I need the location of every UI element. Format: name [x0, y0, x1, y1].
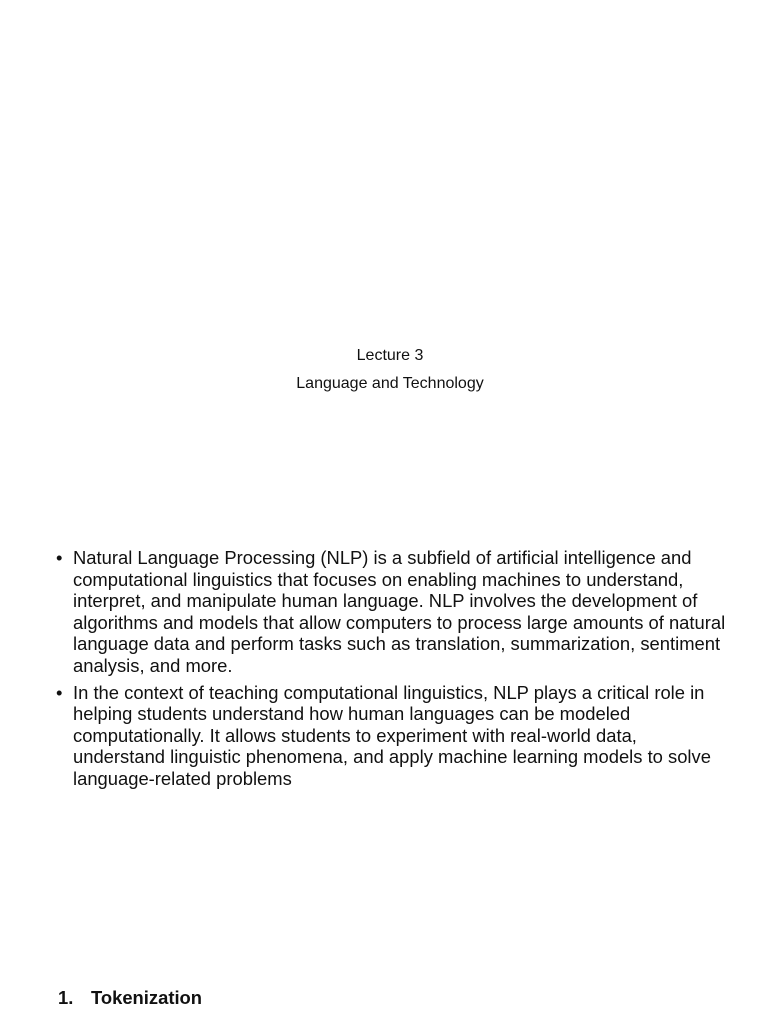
bullet-item-nlp-teaching: [56, 682, 726, 790]
bullet-marker: •: [56, 547, 63, 568]
bullet-text: Natural Language Processing (NLP) is a subfield of artificial intelligence and computational linguistics that focuses on enabling machines to understand, interpret, and manipulate human language. NLP involves the development of algorithms and models that allow computers to process large amounts of natural language data and perform tasks such as translation, summarization, sentiment analysis, and more.: [73, 547, 726, 676]
lecture-title: Language and Technology: [296, 375, 484, 392]
bullet-marker: •: [56, 681, 63, 703]
numbered-list: [58, 986, 738, 1010]
numbered-item-tokenization: [58, 986, 738, 1010]
numbered-marker: 1.: [58, 987, 74, 1008]
numbered-text: Tokenization: [91, 987, 203, 1008]
title-block: [0, 342, 768, 398]
bullet-list: [56, 547, 726, 795]
bullet-item-nlp-definition: [56, 547, 726, 677]
bullet-text: In the context of teaching computational linguistics, NLP plays a critical role in helping students understand how human languages can be modeled computationally. It allows students to experiment with real-world data, understand linguistic phenomena, and apply machine learning models to solve language-related problems: [73, 681, 711, 789]
lecture-number: Lecture 3: [356, 347, 424, 364]
